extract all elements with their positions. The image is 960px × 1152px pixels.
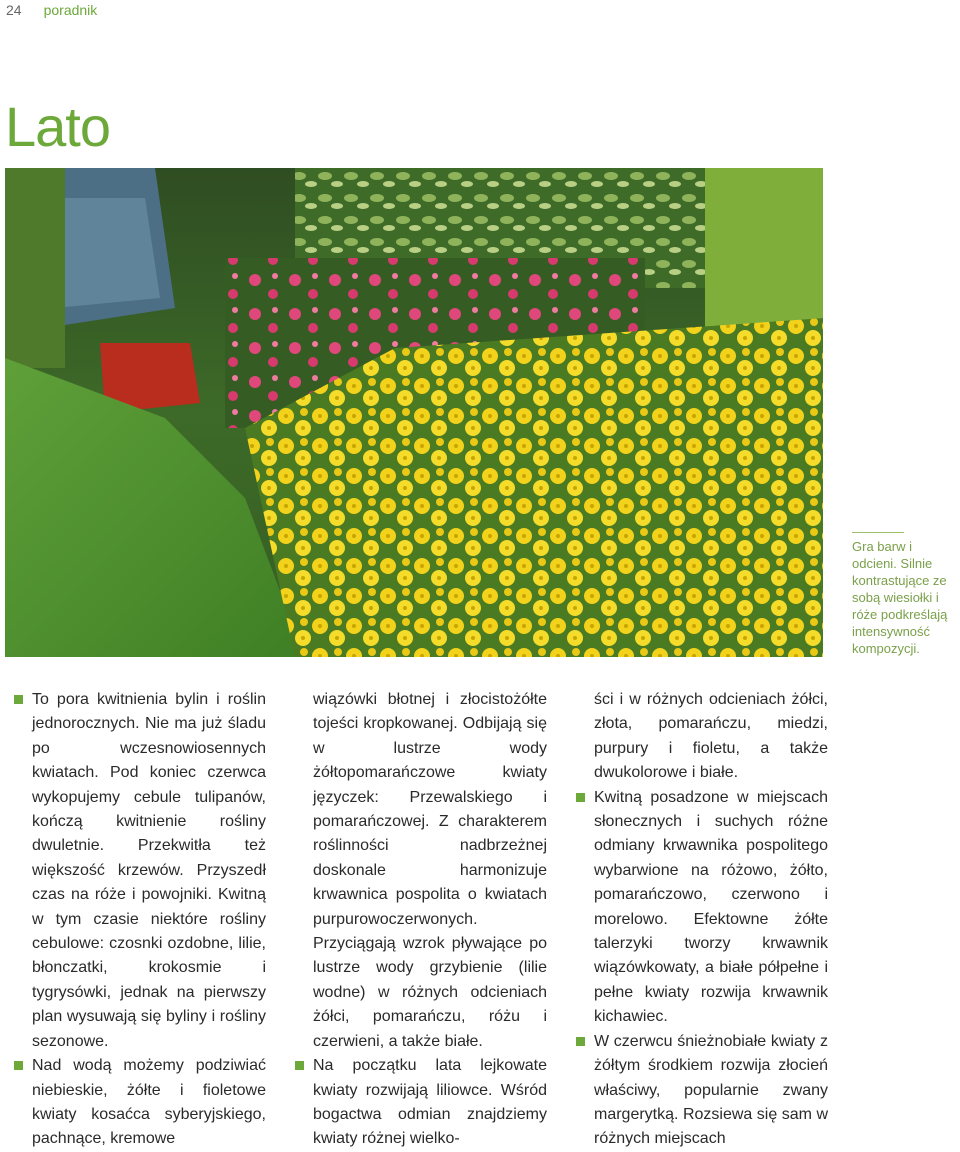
paragraph-text: ści i w różnych odcieniach żółci, złota, pomarańczu, miedzi, purpury i fioletu, a także dwukolorowe i białe. xyxy=(594,691,828,782)
page-number: 24 xyxy=(6,2,22,18)
paragraph-text: Kwitną posadzone w miejscach słonecznych i suchych różne odmiany krwawnika pospolitego wybarwione na różowo, żółto, pomarańczowo, czerwono i morelowo. Efektowne żółte talerzyki tworzy krwawnik wiązówkowaty, a białe półpełne i pełne kwiaty rozwija krwawnik kichawiec. xyxy=(594,788,828,1026)
text-column-3 xyxy=(576,688,828,1152)
paragraph-text: W czerwcu śnieżnobiałe kwiaty z żółtym środkiem rozwija złocień właściwy, popularnie zwany margerytką. Rozsiewa się sam w różnych miejscach xyxy=(594,1032,828,1148)
page-header xyxy=(6,0,97,20)
bullet-square-icon xyxy=(576,793,585,802)
paragraph-text: Nad wodą możemy podziwiać niebieskie, żółte i fioletowe kwiaty kosaćca syberyjskiego, pachnące, kremowe xyxy=(32,1057,266,1148)
paragraph xyxy=(14,1054,266,1152)
paragraph xyxy=(295,1054,547,1152)
paragraph-text: To pora kwitnienia bylin i roślin jednorocznych. Nie ma już śladu po wczesnowiosennych kwiatach. Pod koniec czerwca wykopujemy cebule tulipanów, kończą kwitnienie rośliny dwuletnie. Przekwitła też większość krzewów. Przyszedł czas na róże i powojniki. Kwitną w tym czasie niektóre rośliny cebulowe: czosnki ozdobne, lilie, błonczatki, krokosmie i tygrysówki, jednak na pierwszy plan wysuwają się byliny i rośliny sezonowe. xyxy=(32,691,266,1050)
paragraph xyxy=(576,688,828,786)
text-column-2 xyxy=(295,688,547,1152)
paragraph xyxy=(14,688,266,1054)
page-title: Lato xyxy=(5,95,110,158)
bullet-square-icon xyxy=(14,695,23,704)
caption-rule xyxy=(852,532,904,533)
bullet-square-icon xyxy=(14,1061,23,1070)
photo-caption xyxy=(852,532,956,657)
garden-illustration xyxy=(5,168,823,657)
section-label: poradnik xyxy=(43,2,98,18)
paragraph xyxy=(576,1030,828,1152)
paragraph xyxy=(295,688,547,1054)
caption-text: Gra barw i odcieni. Silnie kontrastujące ze sobą wiesiołki i róże podkreślają intensywność kompozycji. xyxy=(852,539,948,656)
text-column-1 xyxy=(14,688,266,1152)
paragraph xyxy=(576,786,828,1030)
paragraph-text: wiązówki błotnej i złocistożółte tojeści kropkowanej. Odbijają się w lustrze wody żółtopomarańczowe kwiaty języczek: Przewalskiego i pomarańczowej. Z charakterem roślinności nadbrzeżnej doskonale harmonizuje krwawnica pospolita o kwiatach purpurowoczerwonych. Przyciągają wzrok pływające po lustrze wody grzybienie (lilie wodne) w różnych odcieniach żółci, pomarańczu, różu i czerwieni, a także białe. xyxy=(313,691,547,1050)
bullet-square-icon xyxy=(295,1061,304,1070)
garden-photo xyxy=(5,168,823,657)
bullet-square-icon xyxy=(576,1037,585,1046)
paragraph-text: Na początku lata lejkowate kwiaty rozwijają liliowce. Wśród bogactwa odmian znajdziemy kwiaty różnej wielko- xyxy=(313,1057,547,1148)
